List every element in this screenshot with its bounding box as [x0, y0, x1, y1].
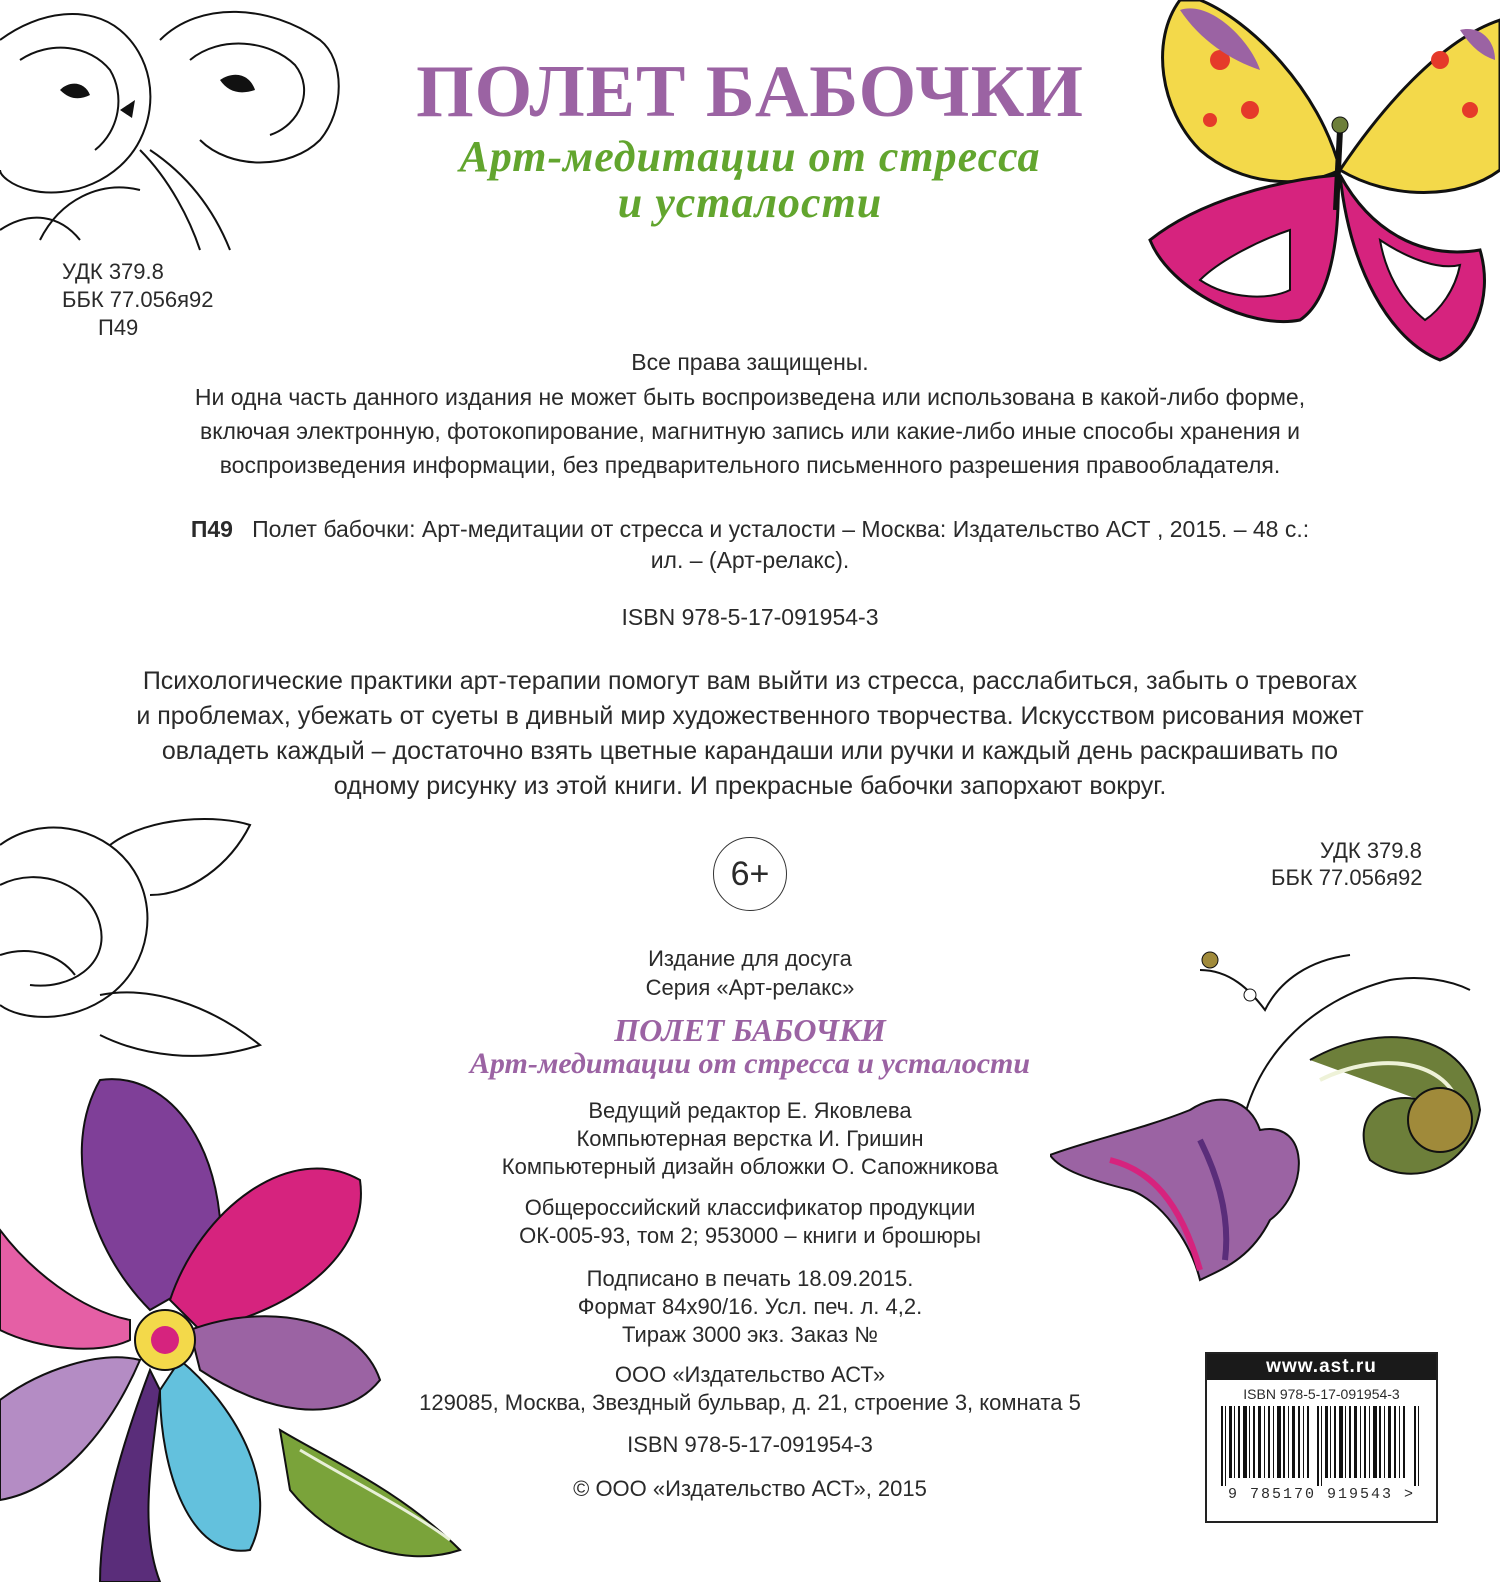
book-subtitle-line1: Арт-медитации от стресса: [459, 132, 1041, 181]
bibliographic-line1: [0, 512, 1500, 546]
bibliographic-line2: ил. – (Арт-релакс).: [650, 547, 850, 573]
annotation-line: овладеть каждый – достаточно взять цветные карандаши или ручки и каждый день раскрашивать по: [161, 737, 1339, 765]
credit-layout: Компьютерная верстка И. Гришин: [576, 1126, 924, 1151]
bibliographic-text: Полет бабочки: Арт-медитации от стресса и усталости – Москва: Издательство АСТ , 2015. – 48 с.:: [252, 516, 1310, 542]
classifier-line: Общероссийский классификатор продукции: [524, 1195, 976, 1220]
print-info-line: Тираж 3000 экз. Заказ №: [622, 1322, 878, 1347]
imprint-isbn: ISBN 978-5-17-091954-3: [627, 1432, 873, 1457]
author-code-top: П49: [98, 315, 139, 340]
age-rating-badge: 6+: [713, 837, 787, 911]
book-subtitle-line2: и усталости: [617, 178, 883, 227]
publisher-address: 129085, Москва, Звездный бульвар, д. 21, строение 3, комната 5: [419, 1390, 1081, 1415]
barcode-bars-icon: [1219, 1406, 1424, 1486]
barcode-box: [1205, 1352, 1438, 1523]
barcode-digits: 9 785170 919543 >: [1227, 1486, 1416, 1503]
rights-line: Ни одна часть данного издания не может быть воспроизведена или использована в какой-либо форме,: [194, 384, 1306, 410]
copyright: © ООО «Издательство АСТ», 2015: [573, 1476, 927, 1501]
bibliographic-isbn: ISBN 978-5-17-091954-3: [621, 604, 879, 630]
udk-top: УДК 379.8: [62, 259, 164, 284]
book-title: ПОЛЕТ БАБОЧКИ: [416, 51, 1084, 133]
edition-type: Издание для досуга: [648, 946, 852, 971]
credit-cover-design: Компьютерный дизайн обложки О. Сапожникова: [501, 1154, 999, 1179]
annotation-line: и проблемах, убежать от суеты в дивный мир художественного творчества. Искусством рисования может: [136, 702, 1364, 730]
imprint-subtitle: Арт-медитации от стресса и усталости: [469, 1047, 1031, 1080]
series: Серия «Арт-релакс»: [645, 975, 855, 1000]
classifier-line: ОК-005-93, том 2; 953000 – книги и брошюры: [519, 1223, 981, 1248]
barcode-isbn: ISBN 978-5-17-091954-3: [1243, 1386, 1400, 1402]
rights-heading: Все права защищены.: [631, 349, 869, 375]
udk-right: УДК 379.8: [1320, 838, 1422, 863]
publisher-site: www.ast.ru: [1207, 1354, 1436, 1380]
credit-editor: Ведущий редактор Е. Яковлева: [588, 1098, 912, 1123]
bbk-top: ББК 77.056я92: [62, 287, 214, 312]
annotation-line: Психологические практики арт-терапии помогут вам выйти из стресса, расслабиться, забыть о тревогах: [142, 667, 1358, 695]
imprint-title: ПОЛЕТ БАБОЧКИ: [614, 1012, 886, 1048]
bbk-right: ББК 77.056я92: [1271, 865, 1423, 890]
annotation-line: одному рисунку из этой книги. И прекрасные бабочки запорхают вокруг.: [333, 772, 1167, 800]
print-info-line: Подписано в печать 18.09.2015.: [586, 1266, 914, 1291]
print-info-line: Формат 84х90/16. Усл. печ. л. 4,2.: [577, 1294, 923, 1319]
rights-line: включая электронную, фотокопирование, магнитную запись или какие-либо иные способы хранения и: [199, 418, 1301, 444]
publisher-name: ООО «Издательство АСТ»: [614, 1362, 886, 1387]
rights-line: воспроизведения информации, без предварительного письменного разрешения правообладателя.: [219, 452, 1281, 478]
bibliographic-code: П49: [190, 516, 233, 542]
